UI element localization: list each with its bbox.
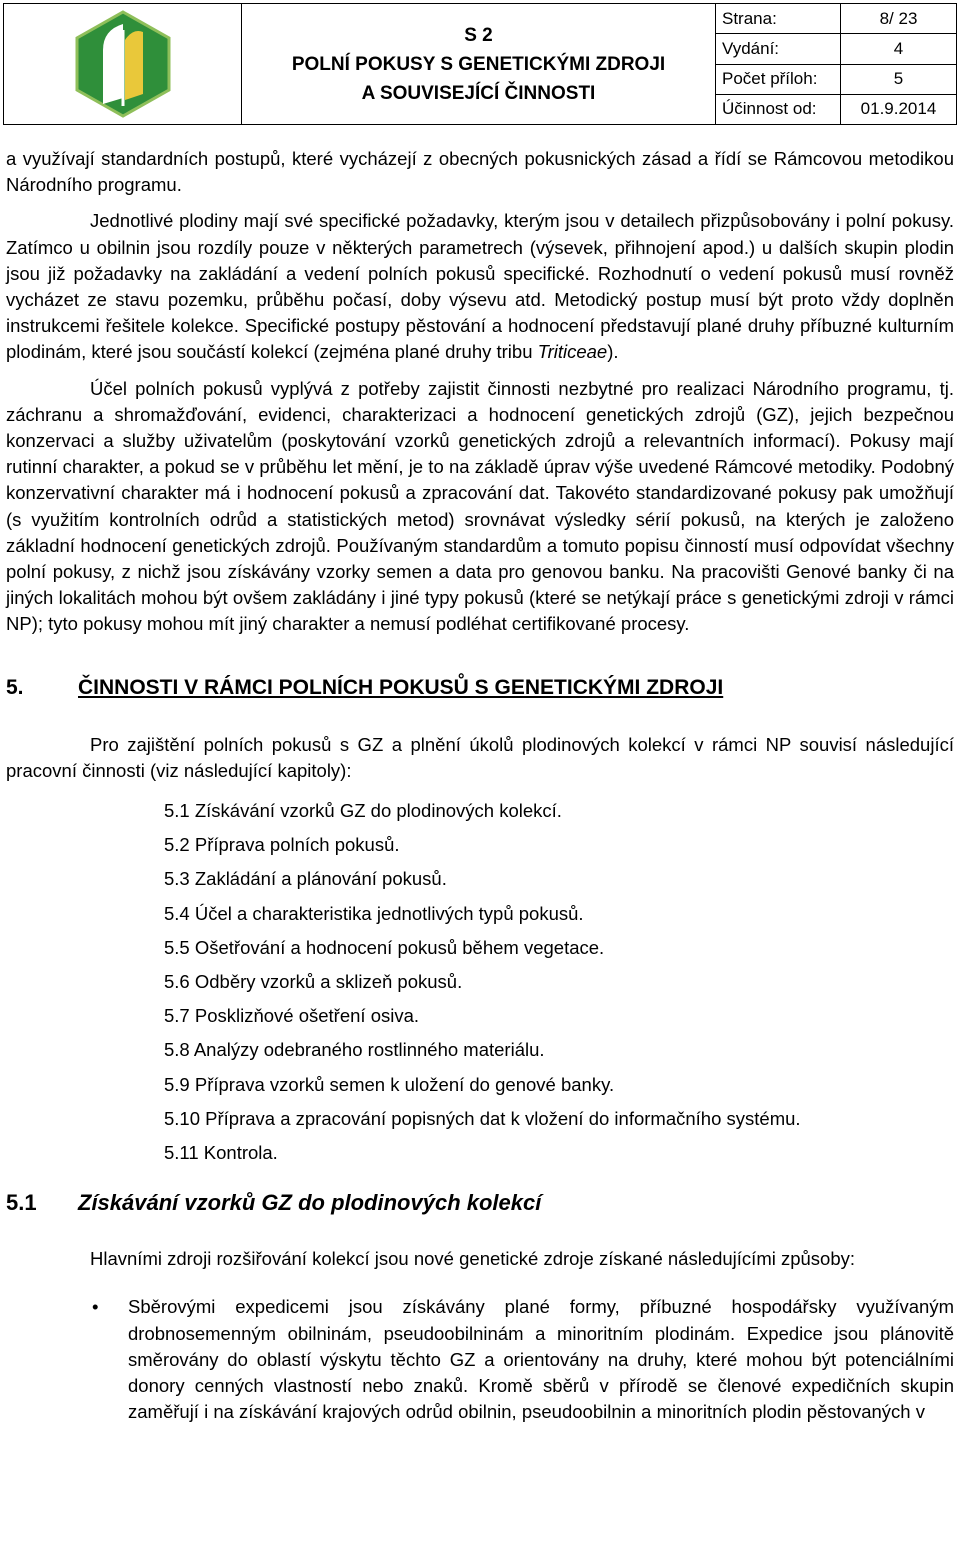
section-title: ČINNOSTI V RÁMCI POLNÍCH POKUSŮ S GENETICKÝMI ZDROJI <box>78 675 724 699</box>
list-item: 5.11 Kontrola. <box>164 1141 278 1163</box>
meta-label: Strana: <box>716 4 841 33</box>
meta-value: 8/ 23 <box>879 8 918 28</box>
meta-row-effective-date <box>716 95 956 124</box>
activity-list <box>6 794 954 1170</box>
section-5-intro: Pro zajištění polních pokusů s GZ a plnění úkolů plodinových kolekcí v rámci NP souvisí následující pracovní činnosti (viz následující kapitoly): <box>6 733 954 781</box>
meta-value: 01.9.2014 <box>860 99 937 119</box>
list-item: 5.1 Získávání vzorků GZ do plodinových kolekcí. <box>164 800 562 822</box>
genebank-logo-icon <box>73 10 173 118</box>
section-5-1-intro: Hlavními zdroji rozšiřování kolekcí jsou nové genetické zdroje získané následujícími způsoby: <box>90 1248 856 1270</box>
section-5-heading <box>6 674 954 702</box>
bullet-icon: • <box>92 1296 99 1318</box>
list-item: 5.2 Příprava polních pokusů. <box>164 834 400 856</box>
header-title-cell <box>242 4 716 124</box>
document-title-line1: POLNÍ POKUSY S GENETICKÝMI ZDROJI <box>291 53 666 75</box>
meta-value: 5 <box>893 69 904 89</box>
list-item: 5.8 Analýzy odebraného rostlinného materiálu. <box>164 1039 545 1061</box>
subsection-number: 5.1 <box>6 1190 37 1216</box>
list-item: 5.3 Zakládání a plánování pokusů. <box>164 868 447 890</box>
section-number: 5. <box>6 675 24 699</box>
meta-label: Počet příloh: <box>716 65 841 94</box>
bullet-text: Sběrovými expedicemi jsou získávány plané formy, příbuzné hospodářsky využívaným drobnosemenným obilninám, pseudoobilninám a minoritním plodinám. Expedice jsou plánovitě směrovány do oblastí výskytu těchto GZ a orientovány na druhy, které mohou být potenciálními donory cenných vlastností nebo znaků. Kromě sběrů v přírodě se členové expedičních skupin zaměřují i na získávání krajových odrůd obilnin, pseudoobilnin a minoritních plodin pěstovaných v <box>128 1296 954 1423</box>
meta-row-edition <box>716 34 956 64</box>
list-item: 5.4 Účel a charakteristika jednotlivých typů pokusů. <box>164 902 584 924</box>
list-item: 5.5 Ošetřování a hodnocení pokusů během vegetace. <box>164 936 605 958</box>
list-item: 5.6 Odběry vzorků a sklizeň pokusů. <box>164 971 463 992</box>
logo-cell <box>4 4 242 124</box>
page-content <box>6 146 954 1425</box>
header-meta-table <box>716 4 956 124</box>
paragraph-1: a využívají standardních postupů, které vycházejí z obecných pokusnických zásad a řídí se Rámcovou metodikou Národního programu. <box>6 148 954 196</box>
meta-value: 4 <box>893 38 904 58</box>
document-title-line2: A SOUVISEJÍCÍ ČINNOSTI <box>361 82 596 104</box>
bullet-item <box>6 1294 954 1425</box>
meta-row-attachments <box>716 65 956 95</box>
meta-label: Vydání: <box>716 34 841 63</box>
subsection-title: Získávání vzorků GZ do plodinových kolekcí <box>78 1190 542 1216</box>
section-5-1-heading <box>6 1188 954 1218</box>
document-code: S 2 <box>464 24 493 46</box>
paragraph-3: Účel polních pokusů vyplývá z potřeby zajistit činnosti nezbytné pro realizaci Národního programu, tj. záchranu a shromažďování, evidenci, charakterizaci a hodnocení genetických zdrojů (GZ), jejich bezpečnou konzervaci a služby uživatelům (poskytování vzorků genetických zdrojů a relevantních informací). Pokusy mají rutinní charakter, a pokud se v průběhu let mění, je to na základě úprav výše uvedené Rámcové metodiky. Podobný konzervativní charakter má i hodnocení pokusů a zpracování dat. Takovéto standardizované pokusy pak umožňují (s využitím kontrolních odrůd a statistických metod) srovnávat výsledky sérií pokusů, na kterých je založeno základní hodnocení genetických zdrojů. Používaným standardům a tomuto popisu činností musí odpovídat všechny polní pokusy, z nichž jsou získávány vzorky semen a data pro genovou banku. Na pracovišti Genové banky či na jiných lokalitách mohou být ovšem zakládány i jiné typy pokusů (které se netýkají práce s genetickými zdroji v rámci NP); tyto pokusy mohou mít jiný charakter a nemusí podléhat certifikované procesy. <box>6 377 954 635</box>
meta-row-page <box>716 4 956 34</box>
italic-term: Triticeae <box>537 341 608 363</box>
list-item: 5.7 Posklizňové ošetření osiva. <box>164 1005 420 1027</box>
list-item: 5.9 Příprava vzorků semen k uložení do genové banky. <box>164 1073 615 1095</box>
paragraph-2: Jednotlivé plodiny mají své specifické požadavky, kterým jsou v detailech přizpůsobovány i polní pokusy. Zatímco u obilnin jsou rozdíly pouze v některých parametrech (výsevek, přihnojení apod.) u dalších skupin plodin jsou již požadavky na zakládání a vedení polních pokusů specifické. Rozhodnutí o vedení pokusů musí rovněž vycházet ze stavu pozemku, průběhu počasí, doby výsevu atd. Metodický postup musí být proto vždy doplněn instrukcemi řešitele kolekce. Specifické postupy pěstování a hodnocení představují plané druhy příbuzné kulturním plodinám, které jsou součástí kolekcí (zejména plané druhy tribu Triticeae). <box>6 210 954 363</box>
list-item: 5.10 Příprava a zpracování popisných dat k vložení do informačního systému. <box>164 1107 801 1129</box>
document-header <box>3 3 957 125</box>
meta-label: Účinnost od: <box>716 95 841 124</box>
